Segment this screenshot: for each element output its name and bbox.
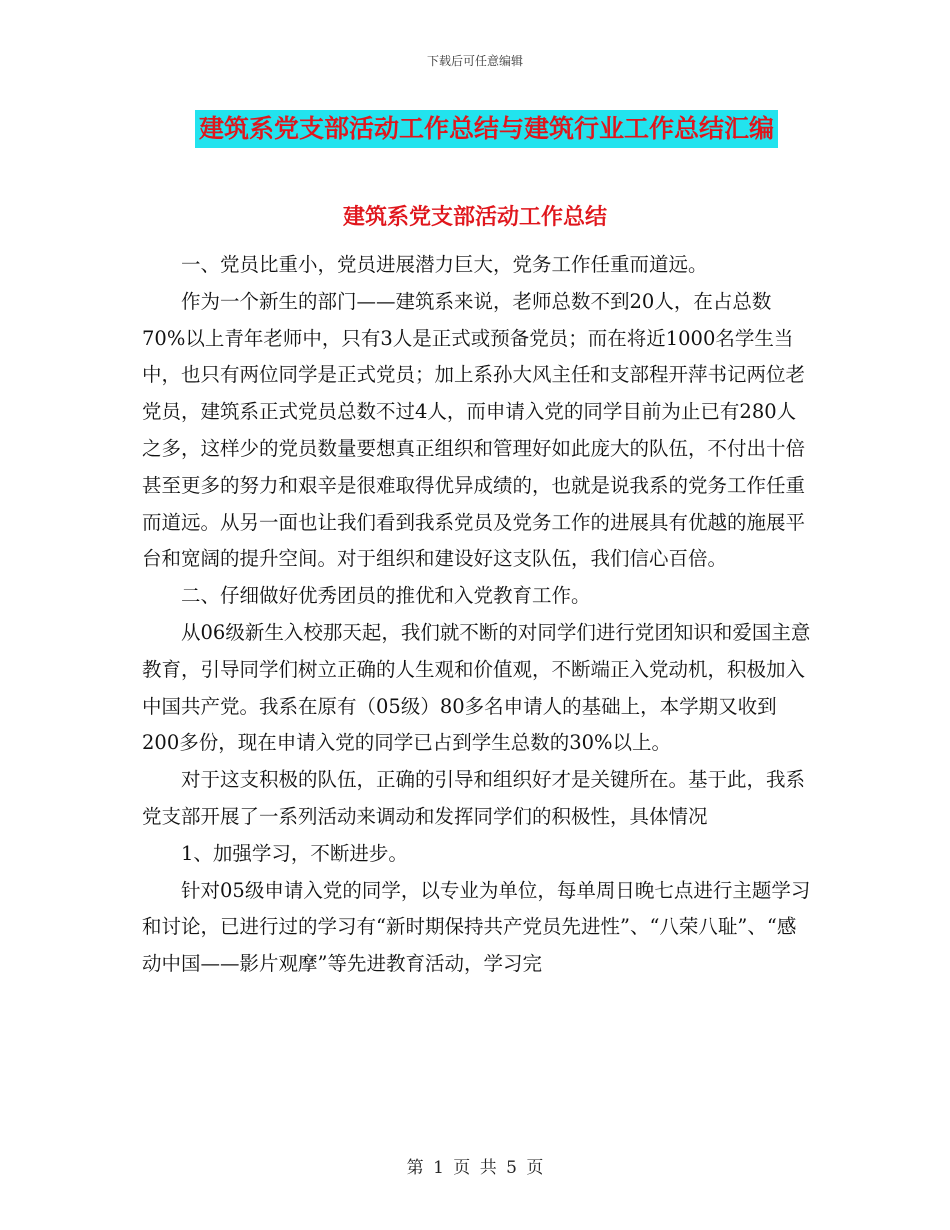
paragraph: 针对05级申请入党的同学，以专业为单位，每单周日晚七点进行主题学习和讨论，已进行过的学习有“新时期保持共产党员先进性”、“八荣八耻”、“感动中国——影片观摩”等先进教育活动，学习完 — [142, 878, 811, 976]
paragraph: 对于这支积极的队伍，正确的引导和组织好才是关键所在。基于此，我系党支部开展了一系列活动来调动和发挥同学们的积极性，具体情况 — [142, 768, 806, 828]
page-number: 第 1 页 共 5 页 — [406, 1158, 544, 1178]
section-title: 建筑系党支部活动工作总结 — [342, 204, 607, 230]
paragraph: 一、党员比重小，党员进展潜力巨大，党务工作任重而道远。 — [181, 253, 708, 276]
document-title: 建筑系党支部活动工作总结与建筑行业工作总结汇编 — [195, 110, 778, 148]
paragraph: 作为一个新生的部门——建筑系来说，老师总数不到20人，在占总数70%以上青年老师中，只有3人是正式或预备党员；而在将近1000名学生当中，也只有两位同学是正式党员；加上系孙大风主任和支部程开萍书记两位老党员，建筑系正式党员总数不过4人，而申请入党的同学目前为止已有280人之多，这样少的党员数量要想真正组织和管理好如此庞大的队伍，不付出十倍甚至更多的努力和艰辛是很难取得优异成绩的，也就是说我系的党务工作任重而道远。从另一面也让我们看到我系党员及党务工作的进展具有优越的施展平台和宽阔的提升空间。对于组织和建设好这支队伍，我们信心百倍。 — [142, 289, 806, 571]
paragraph: 从06级新生入校那天起，我们就不断的对同学们进行党团知识和爱国主意教育，引导同学们树立正确的人生观和价值观，不断端正入党动机，积极加入中国共产党。我系在原有（05级）80多名申请人的基础上，本学期又收到200多份，现在申请入党的同学已占到学生总数的30%以上。 — [142, 620, 811, 755]
paragraph: 1、加强学习，不断进步。 — [181, 841, 408, 865]
header-note: 下载后可任意编辑 — [426, 54, 523, 68]
paragraph: 二、仔细做好优秀团员的推优和入党教育工作。 — [181, 584, 591, 608]
body-text — [142, 247, 812, 983]
